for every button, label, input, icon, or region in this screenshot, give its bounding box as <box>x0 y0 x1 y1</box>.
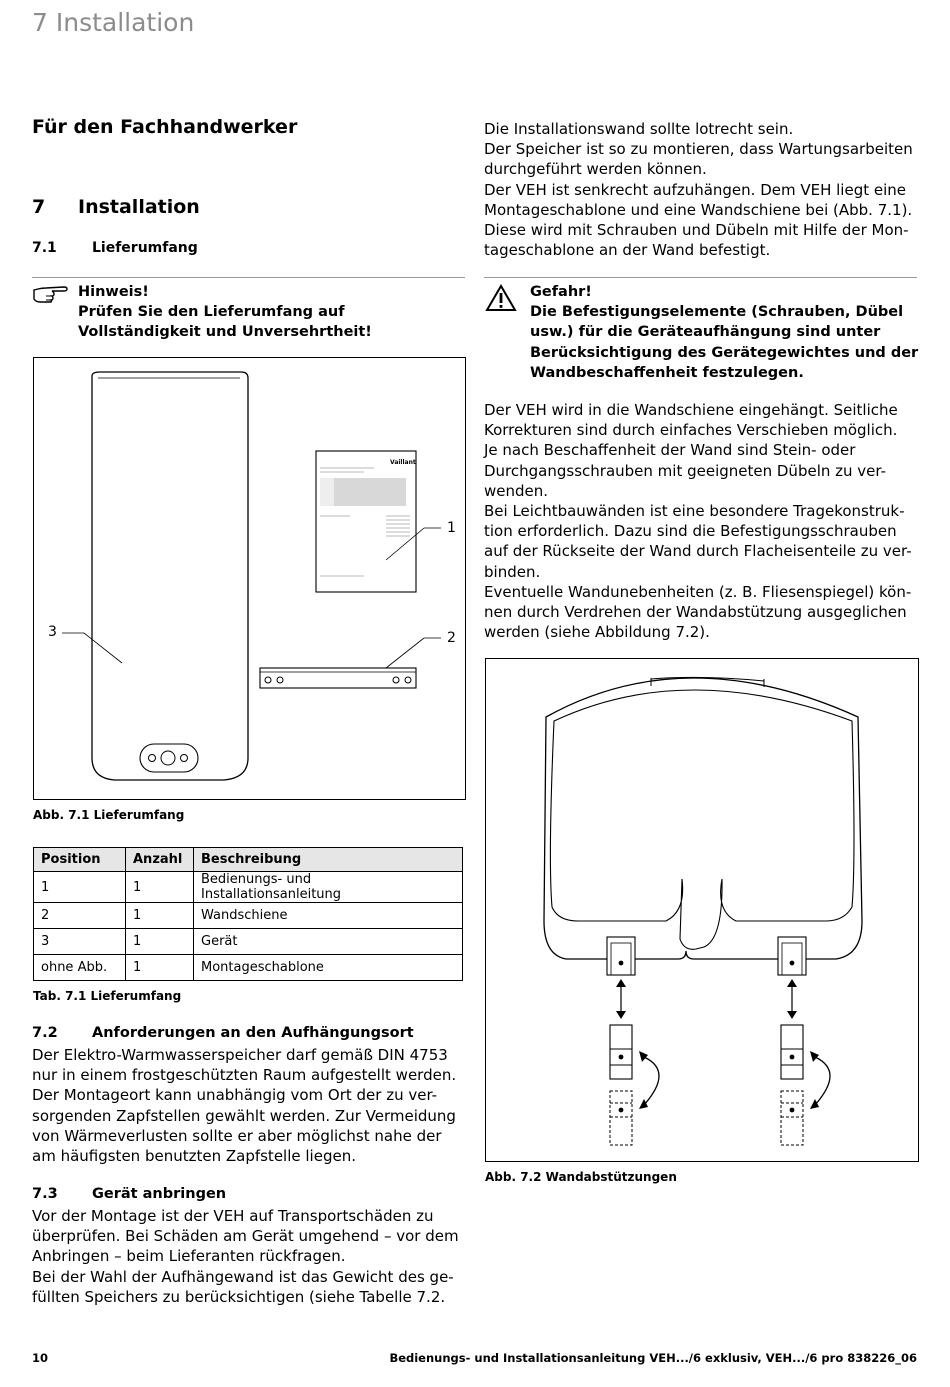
intro-text <box>484 119 924 260</box>
text-line: Der VEH ist senkrecht aufzuhängen. Dem VEH liegt eine <box>484 180 907 199</box>
text-line: füllten Speichers zu berücksichtigen (siehe Tabelle 7.2. <box>32 1287 446 1306</box>
note-title: Hinweis! <box>78 284 149 300</box>
text-line: Bei der Wahl der Aufhängewand ist das Gewicht des ge- <box>32 1267 454 1286</box>
table-cell: 2 <box>34 903 126 929</box>
table-cell: Bedienungs- und Installationsanleitung <box>194 872 463 903</box>
section-7-2-text <box>32 1045 472 1166</box>
text-line: Der Elektro-Warmwasserspeicher darf gemäß DIN 4753 <box>32 1046 448 1064</box>
table-cell: 1 <box>126 955 194 981</box>
section-title: Lieferumfang <box>92 240 198 256</box>
text-line: am häufigsten benutzten Zapfstelle liegen. <box>32 1147 356 1166</box>
table-cell: Wandschiene <box>194 903 463 929</box>
text-line: nen durch Verdrehen der Wandabstützung ausgeglichen <box>484 603 907 622</box>
figure-wandabstuetzungen-drawing <box>486 659 918 1161</box>
text-line: Der VEH wird in die Wandschiene eingehängt. Seitliche <box>484 401 898 419</box>
table-row <box>34 903 463 929</box>
running-header: 7 Installation <box>32 8 195 37</box>
text-line: Eventuelle Wandunebenheiten (z. B. Fliesenspiegel) kön- <box>484 582 912 601</box>
divider <box>32 277 465 278</box>
text-line: Montageschablone und eine Wandschiene bei (Abb. 7.1). <box>484 200 913 219</box>
table-row <box>34 929 463 955</box>
text-line: sorgenden Zapfstellen gewählt werden. Zur Vermeidung <box>32 1106 456 1125</box>
table-cell: 1 <box>126 903 194 929</box>
column-header: Position <box>34 848 126 872</box>
text-line: wenden. <box>484 481 549 500</box>
section-7-2-heading <box>32 1025 414 1041</box>
table-row <box>34 872 463 903</box>
table-cell: 1 <box>126 872 194 903</box>
table-cell: 1 <box>126 929 194 955</box>
figure-wandabstuetzungen <box>485 658 919 1162</box>
danger-box <box>530 282 920 383</box>
note-box <box>78 282 468 342</box>
danger-title: Gefahr! <box>530 284 592 300</box>
text-line: Wandbeschaffenheit festzulegen. <box>530 364 804 381</box>
text-line: Die Befestigungselemente (Schrauben, Dübel <box>530 304 904 321</box>
text-line: Diese wird mit Schrauben und Dübeln mit Hilfe der Mon- <box>484 221 909 240</box>
table-cell: ohne Abb. <box>34 955 126 981</box>
pointing-hand-icon <box>32 282 68 304</box>
text-line: nur in einem frostgeschützten Raum aufgestellt werden. <box>32 1066 457 1085</box>
note-text: Prüfen Sie den Lieferumfang auf Vollständigkeit und Unversehrtheit! <box>78 304 372 340</box>
chapter-number: 7 <box>32 196 46 218</box>
section-number: 7.3 <box>32 1186 58 1202</box>
text-line: Anbringen – beim Lieferanten rückfragen. <box>32 1247 346 1266</box>
svg-text:Vaillant: Vaillant <box>390 459 416 466</box>
text-line: werden (siehe Abbildung 7.2). <box>484 623 710 642</box>
text-line: Der Speicher ist so zu montieren, dass Wartungsarbeiten <box>484 140 913 159</box>
text-line: auf der Rückseite der Wand durch Flacheisenteile zu ver- <box>484 542 912 561</box>
section-7-3-heading <box>32 1186 226 1202</box>
callout-3: 3 <box>48 624 57 640</box>
table-7-1-caption: Tab. 7.1 Lieferumfang <box>33 989 182 1003</box>
divider <box>484 277 917 278</box>
section-7-1-heading <box>32 240 198 256</box>
callout-2: 2 <box>447 630 456 646</box>
body-text <box>484 400 924 642</box>
text-line: Vor der Montage ist der VEH auf Transportschäden zu <box>32 1207 434 1225</box>
text-line: tageschablone an der Wand befestigt. <box>484 241 771 260</box>
text-line: durchgeführt werden können. <box>484 160 707 179</box>
delivery-table <box>33 847 463 981</box>
warning-triangle-icon <box>485 284 517 312</box>
text-line: von Wärmeverlusten sollte er aber möglichst nahe der <box>32 1126 442 1145</box>
text-line: überprüfen. Bei Schäden am Gerät umgehend – vor dem <box>32 1227 459 1246</box>
text-line: Korrekturen sind durch einfaches Verschieben möglich. <box>484 421 898 440</box>
section-number: 7.2 <box>32 1025 58 1041</box>
figure-7-2-caption: Abb. 7.2 Wandabstützungen <box>485 1170 677 1184</box>
text-line: Die Installationswand sollte lotrecht sein. <box>484 120 794 138</box>
text-line: binden. <box>484 562 541 581</box>
callout-1: 1 <box>447 520 456 536</box>
text-line: usw.) für die Geräteaufhängung sind unter <box>530 324 881 341</box>
text-line: Durchgangsschrauben mit geeigneten Dübeln zu ver- <box>484 461 887 480</box>
chapter-title: Installation <box>78 196 200 218</box>
table-cell: 1 <box>34 872 126 903</box>
text-line: Berücksichtigung des Gerätegewichtes und der <box>530 344 919 361</box>
section-number: 7.1 <box>32 240 57 256</box>
table-row <box>34 955 463 981</box>
section-title: Anforderungen an den Aufhängungsort <box>92 1025 414 1041</box>
text-line: Bei Leichtbauwänden ist eine besondere Tragekonstruk- <box>484 502 905 521</box>
page-number: 10 <box>32 1351 49 1365</box>
table-cell: Montageschablone <box>194 955 463 981</box>
column-header: Anzahl <box>126 848 194 872</box>
text-line: Je nach Beschaffenheit der Wand sind Stein- oder <box>484 441 856 460</box>
figure-lieferumfang-drawing <box>34 358 465 799</box>
table-cell: 3 <box>34 929 126 955</box>
column-header: Beschreibung <box>194 848 463 872</box>
audience-heading: Für den Fachhandwerker <box>32 116 298 138</box>
text-line: Der Montageort kann unabhängig vom Ort der zu ver- <box>32 1086 438 1105</box>
figure-7-1-caption: Abb. 7.1 Lieferumfang <box>33 808 185 822</box>
document-reference: Bedienungs- und Installationsanleitung VEH.../6 exklusiv, VEH.../6 pro 838226_06 <box>389 1351 917 1365</box>
text-line: tion erforderlich. Dazu sind die Befestigungsschrauben <box>484 522 897 541</box>
chapter-heading <box>32 196 200 218</box>
figure-lieferumfang <box>33 357 466 800</box>
table-cell: Gerät <box>194 929 463 955</box>
section-7-3-text <box>32 1206 472 1307</box>
section-title: Gerät anbringen <box>92 1186 227 1202</box>
table-header-row <box>34 848 463 872</box>
